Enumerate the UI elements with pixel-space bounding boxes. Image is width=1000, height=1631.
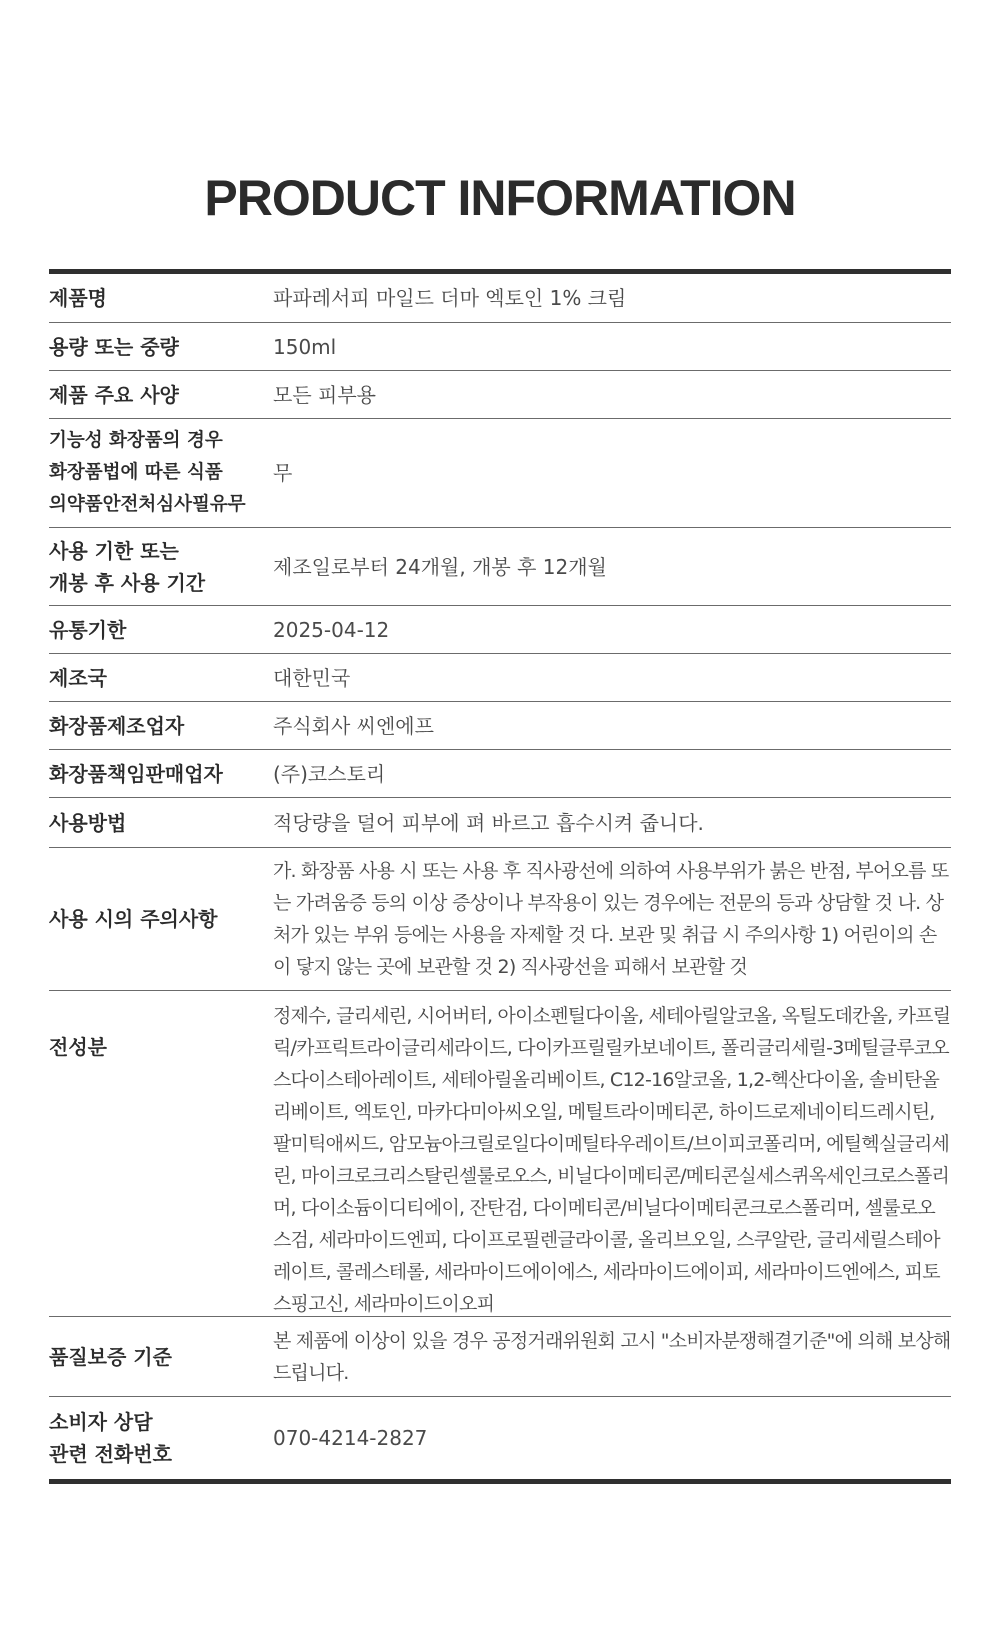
row-label: 사용방법 [49, 810, 127, 835]
table-row [49, 1316, 951, 1396]
table-row [49, 418, 951, 527]
row-label: 화장품책임판매업자 [49, 761, 223, 786]
row-label: 제품명 [49, 286, 107, 310]
row-value: 본 제품에 이상이 있을 경우 공정거래위원회 고시 "소비자분쟁해결기준"에 의해 보상해 드립니다. [273, 1329, 951, 1384]
row-value: 가. 화장품 사용 시 또는 사용 후 직사광선에 의하여 사용부위가 붉은 반점, 부어오름 또는 가려움증 등의 이상 증상이나 부작용이 있는 경우에는 전문의 등과 상담할 것 나. 상처가 있는 부위 등에는 사용을 자제할 것 다. 보관 및 취급 시 주의사항 1) 어린이의 손이 닿지 않는 곳에 보관할 것 2) 직사광선을 피해서 보관할 것 [273, 860, 949, 978]
row-label: 소비자 상담 관련 전화번호 [49, 1410, 172, 1466]
row-value: 모든 피부용 [273, 382, 376, 407]
row-label: 품질보증 기준 [49, 1344, 172, 1369]
row-label: 용량 또는 중량 [49, 334, 179, 359]
row-value: 파파레서피 마일드 더마 엑토인 1% 크림 [273, 286, 627, 310]
row-label: 사용 시의 주의사항 [49, 907, 218, 931]
row-label: 기능성 화장품의 경우 화장품법에 따른 식품 의약품안전처심사필유무 [49, 430, 246, 515]
row-label: 제품 주요 사양 [49, 382, 179, 407]
row-value: 대한민국 [273, 665, 351, 690]
table-row [49, 370, 951, 418]
row-value: 2025-04-12 [273, 617, 390, 642]
row-label: 사용 기한 또는 개봉 후 사용 기간 [49, 538, 206, 595]
table-row [49, 274, 951, 322]
table-row [49, 797, 951, 847]
row-value: 제조일로부터 24개월, 개봉 후 12개월 [273, 554, 607, 579]
product-info-table [49, 269, 951, 1484]
row-label: 제조국 [49, 665, 107, 690]
table-row [49, 605, 951, 653]
row-label: 전성분 [49, 1035, 107, 1059]
row-value: 150ml [273, 334, 337, 359]
row-value: 정제수, 글리세린, 시어버터, 아이소펜틸다이올, 세테아릴알코올, 옥틸도데칸올, 카프릴릭/카프릭트라이글리세라이드, 다이카프릴릴카보네이트, 폴리글리세릴-3메틸글루코오스다이스테아레이트, 세테아릴올리베이트, C12-16알코올, 1,2-헥산다이올, 솔비탄올리베이트, 엑토인, 마카다미아씨오일, 메틸트라이메티콘, 하이드로제네이티드레시틴, 팔미틱애씨드, 암모늄아크릴로일다이메틸타우레이트/브이피코폴리머, 에틸헥실글리세린, 마이크로크리스탈린셀룰로오스, 비닐다이메티콘/메티콘실세스퀴옥세인크로스폴리머, 다이소듐이디티에이, 잔탄검, 다이메티콘/비닐다이메티콘크로스폴리머, 셀룰로오스검, 세라마이드엔피, 다이프로필렌글라이콜, 올리브오일, 스쿠알란, 글리세릴스테아레이트, 콜레스테롤, 세라마이드에이에스, 세라마이드에이피, 세라마이드엔에스, 피토스핑고신, 세라마이드이오피 [273, 1005, 951, 1315]
row-value: 주식회사 씨엔에프 [273, 713, 434, 738]
table-row [49, 701, 951, 749]
table-row [49, 1396, 951, 1479]
row-value: (주)코스토리 [273, 761, 386, 786]
table-row [49, 847, 951, 990]
table-row [49, 527, 951, 605]
row-value: 070-4214-2827 [273, 1426, 428, 1450]
table-row [49, 749, 951, 797]
table-row [49, 653, 951, 701]
row-label: 화장품제조업자 [49, 713, 185, 738]
table-row [49, 322, 951, 370]
row-label: 유통기한 [49, 617, 127, 642]
row-value: 적당량을 덜어 피부에 펴 바르고 흡수시켜 줍니다. [273, 810, 704, 835]
page-title: PRODUCT INFORMATION [204, 170, 796, 226]
row-value: 무 [273, 461, 293, 485]
table-row [49, 990, 951, 1316]
